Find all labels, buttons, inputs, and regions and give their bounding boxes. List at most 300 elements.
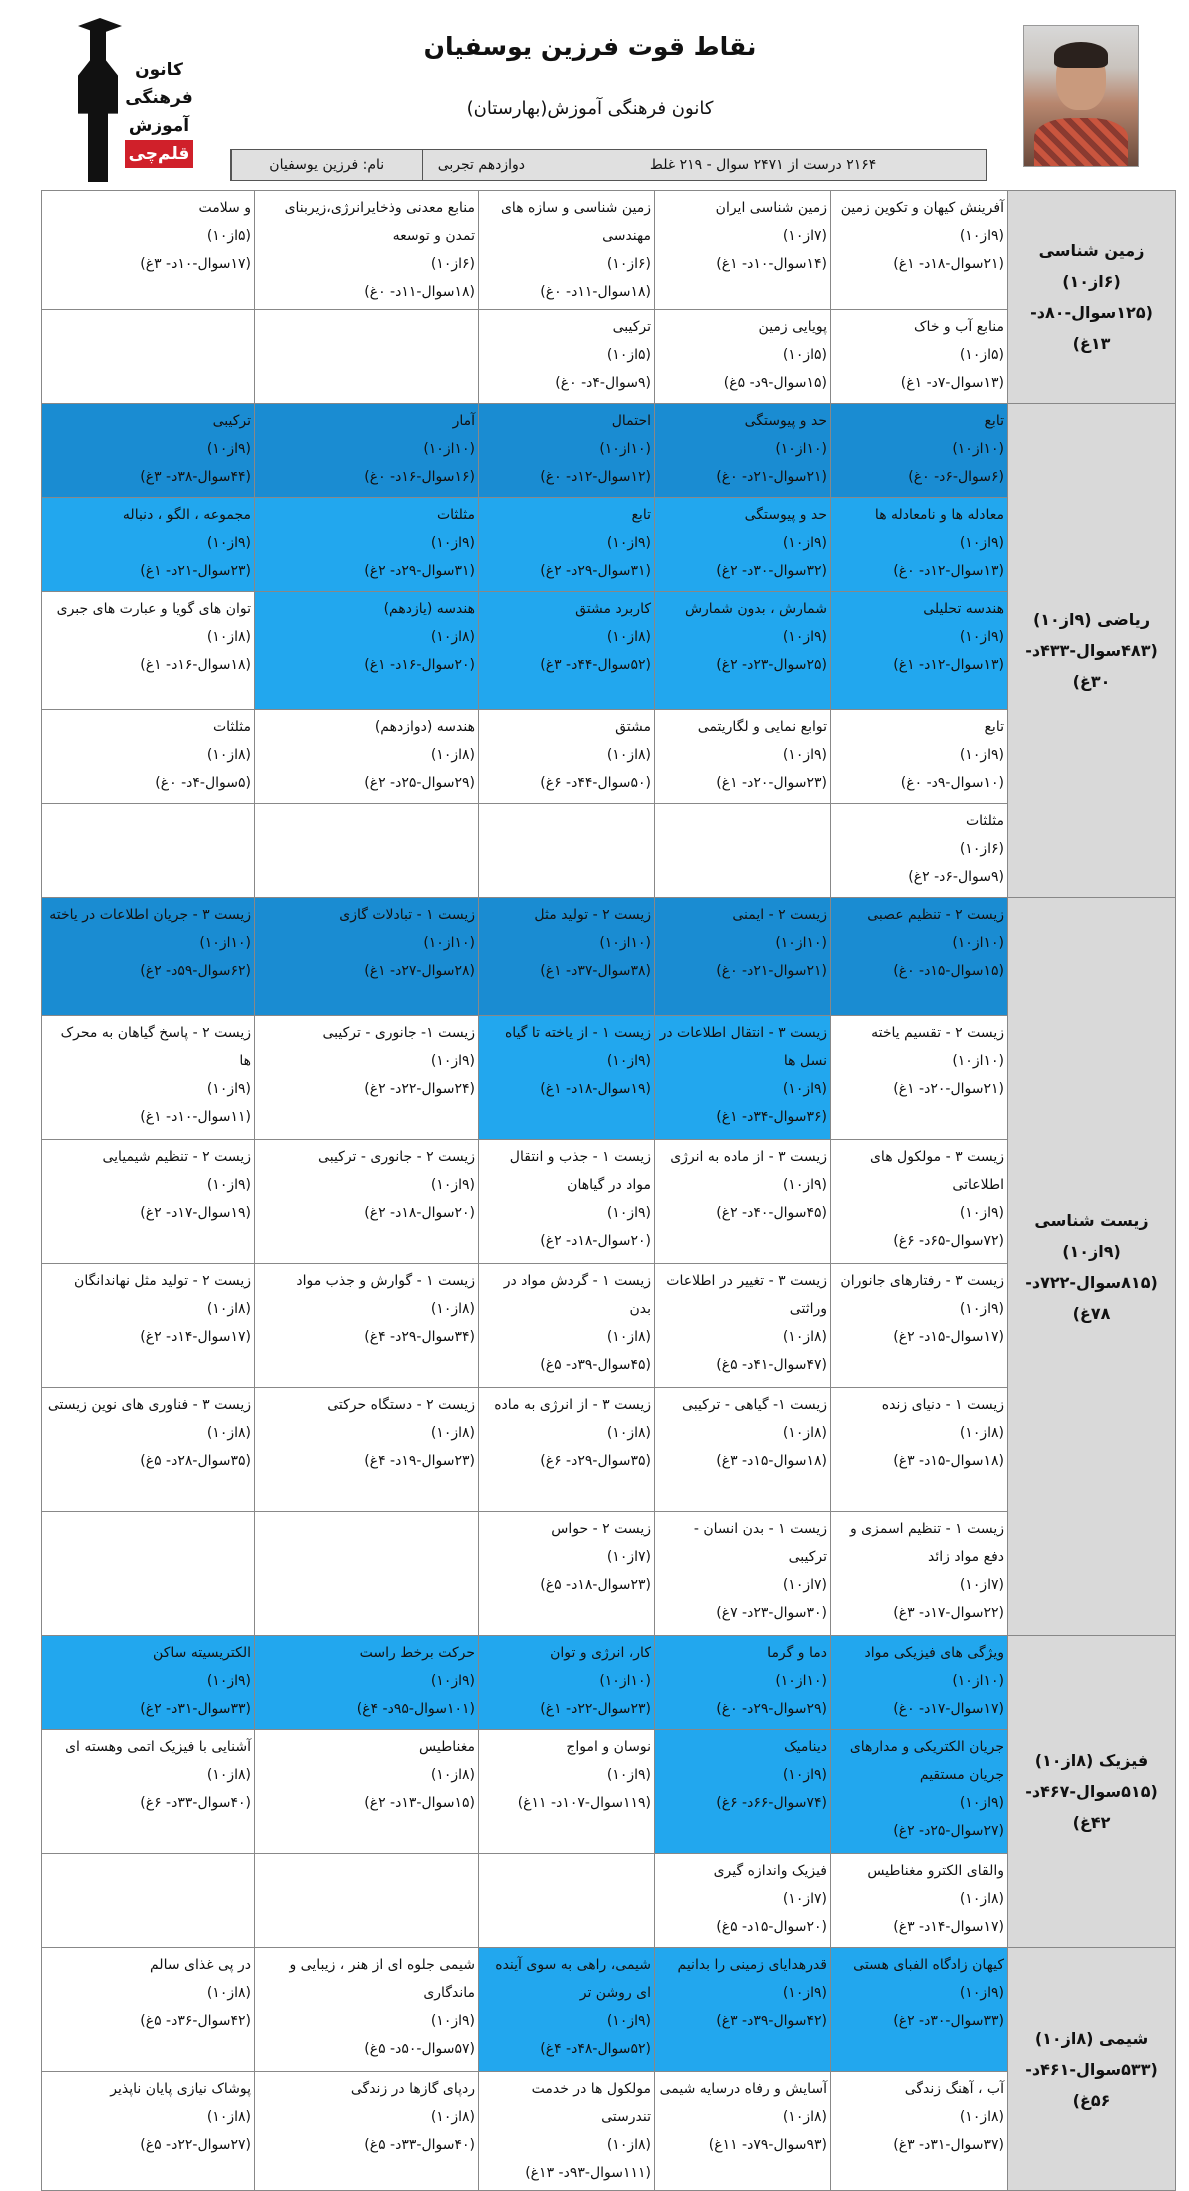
- topic-cell: [831, 404, 1008, 498]
- topic-cell: [831, 592, 1008, 710]
- table-row: [42, 592, 1176, 710]
- topic-cell: [479, 2072, 655, 2191]
- topic-name: آب ، آهنگ زندگی: [904, 2081, 1004, 2097]
- topic-level: (۱۰از۱۰): [599, 1673, 651, 1689]
- topic-cell: [255, 898, 479, 1016]
- topic-name: زیست ۱ - گوارش و جذب مواد: [296, 1273, 475, 1289]
- topic-stats: (۱۷سوال-۱۵د- ۲غ): [893, 1329, 1004, 1345]
- topic-level: (۱۰از۱۰): [423, 441, 475, 457]
- topic-name: ویژگی های فیزیکی مواد: [864, 1645, 1004, 1661]
- topic-stats: (۲۱سوال-۲۱د- ۰غ): [716, 963, 827, 979]
- student-info-bar: [230, 149, 987, 181]
- student-grade: دوازدهم تجربی: [422, 150, 541, 180]
- topic-cell: [831, 804, 1008, 898]
- topic-name: فیزیک واندازه گیری: [713, 1863, 827, 1879]
- topic-stats: (۲۳سوال-۲۲د- ۱غ): [540, 1701, 651, 1717]
- topic-name: زیست ۳ - فناوری های نوین زیستی: [47, 1397, 251, 1413]
- topic-level: (۹از۱۰): [959, 1795, 1004, 1811]
- topic-stats: (۲۲سوال-۱۷د- ۳غ): [893, 1605, 1004, 1621]
- topic-cell: [655, 1730, 831, 1854]
- topic-name: آفرینش کیهان و تکوین زمین: [840, 200, 1004, 216]
- topic-cell: [831, 1388, 1008, 1512]
- topic-stats: (۱۱۹سوال-۱۰۷د- ۱۱غ): [517, 1795, 651, 1811]
- topic-level: (۹از۱۰): [606, 535, 651, 551]
- topic-level: (۸از۱۰): [959, 1425, 1004, 1441]
- topic-cell: [255, 710, 479, 804]
- topic-cell: [831, 1730, 1008, 1854]
- topic-level: (۸از۱۰): [430, 2109, 475, 2125]
- topic-name: شیمی جلوه ای از هنر ، زیبایی و ماندگاری: [289, 1957, 475, 2001]
- topic-level: (۵از۱۰): [206, 228, 251, 244]
- topic-cell: [655, 592, 831, 710]
- table-row: [42, 2072, 1176, 2191]
- topic-stats: (۲۳سوال-۱۹د- ۴غ): [364, 1453, 475, 1469]
- topic-level: (۸از۱۰): [206, 1301, 251, 1317]
- topic-cell: [831, 2072, 1008, 2191]
- topic-level: (۹از۱۰): [606, 1205, 651, 1221]
- topic-level: (۵از۱۰): [782, 347, 827, 363]
- topic-name: قدرهدایای زمینی را بدانیم: [677, 1957, 827, 1973]
- table-row: [42, 310, 1176, 404]
- topic-level: (۸از۱۰): [206, 1425, 251, 1441]
- topic-name: هندسه (یازدهم): [383, 601, 475, 617]
- topic-cell: [479, 710, 655, 804]
- subject-category: فیزیک (۸از۱۰) (۵۱۵سوال-۴۶۷د- ۴۲غ): [1008, 1636, 1176, 1948]
- topic-stats: (۱۰۱سوال-۹۵د- ۴غ): [356, 1701, 475, 1717]
- topic-stats: (۴۷سوال-۴۱د- ۵غ): [716, 1357, 827, 1373]
- topic-cell: [655, 404, 831, 498]
- topic-stats: (۴۵سوال-۴۰د- ۲غ): [716, 1205, 827, 1221]
- topic-stats: (۱۱سوال-۱۰د- ۱غ): [140, 1109, 251, 1125]
- topic-stats: (۳۵سوال-۲۸د- ۵غ): [140, 1453, 251, 1469]
- topic-name: آسایش و رفاه درسایه شیمی: [659, 2081, 827, 2097]
- topic-level: (۹از۱۰): [782, 1767, 827, 1783]
- topic-name: کاربرد مشتق: [575, 601, 651, 617]
- topic-stats: (۵۷سوال-۵۰د- ۵غ): [364, 2041, 475, 2057]
- topic-name: زیست ۳ - تغییر در اطلاعات وراثتی: [666, 1273, 827, 1317]
- topic-cell: [831, 310, 1008, 404]
- topic-stats: (۴۰سوال-۳۳د- ۶غ): [140, 1795, 251, 1811]
- topic-cell: [479, 498, 655, 592]
- topic-cell: [831, 1854, 1008, 1948]
- topic-level: (۹از۱۰): [606, 1767, 651, 1783]
- topic-stats: (۱۸سوال-۱۱د- ۰غ): [364, 284, 475, 300]
- topic-cell: [479, 898, 655, 1016]
- topic-name: مشتق: [615, 719, 651, 735]
- topic-cell: [655, 804, 831, 898]
- topic-name: تابع: [984, 413, 1004, 429]
- topic-stats: (۲۴سوال-۲۲د- ۲غ): [364, 1081, 475, 1097]
- topic-name: زیست ۳ - از انرژی به ماده: [494, 1397, 651, 1413]
- topic-level: (۸از۱۰): [606, 1425, 651, 1441]
- topic-name: مولکول ها در خدمت تندرستی: [531, 2081, 651, 2125]
- table-row: [42, 1140, 1176, 1264]
- topic-cell: [42, 710, 255, 804]
- topic-level: (۸از۱۰): [782, 1329, 827, 1345]
- topic-level: (۸از۱۰): [430, 1767, 475, 1783]
- topic-level: (۸از۱۰): [606, 629, 651, 645]
- topic-cell: [42, 1854, 255, 1948]
- topic-name: زیست ۲ - تقسیم یاخته: [871, 1025, 1004, 1041]
- topic-level: (۷از۱۰): [959, 1577, 1004, 1593]
- topic-stats: (۳۶سوال-۳۴د- ۱غ): [716, 1109, 827, 1125]
- topic-level: (۱۰از۱۰): [952, 1673, 1004, 1689]
- topic-name: دینامیک: [784, 1739, 827, 1755]
- topic-level: (۱۰از۱۰): [423, 935, 475, 951]
- topic-stats: (۳۳سوال-۳۰د- ۲غ): [893, 2013, 1004, 2029]
- topic-stats: (۲۷سوال-۲۵د- ۲غ): [893, 1823, 1004, 1839]
- topic-cell: [831, 1512, 1008, 1636]
- topic-name: زیست ۲ - جانوری - ترکیبی: [318, 1149, 475, 1165]
- topic-level: (۸از۱۰): [959, 1891, 1004, 1907]
- topic-name: شیمی، راهی به سوی آینده ای روشن تر: [495, 1957, 651, 2001]
- topic-level: (۸از۱۰): [606, 1329, 651, 1345]
- topic-name: حرکت برخط راست: [359, 1645, 475, 1661]
- topic-cell: [255, 804, 479, 898]
- topic-name: زیست ۲ - تنظیم عصبی: [867, 907, 1004, 923]
- topic-stats: (۹سوال-۴د- ۰غ): [555, 375, 651, 391]
- topic-cell: [655, 1264, 831, 1388]
- topic-level: (۸از۱۰): [430, 747, 475, 763]
- topic-stats: (۵۰سوال-۴۴د- ۶غ): [540, 775, 651, 791]
- topic-stats: (۱۰سوال-۹د- ۰غ): [900, 775, 1004, 791]
- topic-name: زیست ۱ - دنیای زنده: [881, 1397, 1004, 1413]
- topic-cell: [831, 1948, 1008, 2072]
- table-row: [42, 1388, 1176, 1512]
- topic-name: در پی غذای سالم: [149, 1957, 251, 1973]
- topic-cell: [42, 498, 255, 592]
- topic-cell: [42, 191, 255, 310]
- topic-level: (۹از۱۰): [782, 1081, 827, 1097]
- topic-name: مغناطیس: [419, 1739, 475, 1755]
- table-row: [42, 898, 1176, 1016]
- topic-level: (۷از۱۰): [782, 228, 827, 244]
- topic-level: (۹از۱۰): [606, 2013, 651, 2029]
- table-row: [42, 404, 1176, 498]
- topic-cell: [831, 1264, 1008, 1388]
- topic-stats: (۲۱سوال-۱۸د- ۱غ): [893, 256, 1004, 272]
- table-row: [42, 1730, 1176, 1854]
- topic-level: (۱۰از۱۰): [775, 441, 827, 457]
- topic-cell: [42, 804, 255, 898]
- topic-name: زیست ۱ - جذب و انتقال مواد در گیاهان: [509, 1149, 651, 1193]
- topic-name: زیست ۱- جانوری - ترکیبی: [322, 1025, 475, 1041]
- table-row: [42, 710, 1176, 804]
- topic-stats: (۶سوال-۶د- ۰غ): [908, 469, 1004, 485]
- topic-level: (۷از۱۰): [782, 1577, 827, 1593]
- topic-level: (۸از۱۰): [206, 2109, 251, 2125]
- topic-stats: (۳۱سوال-۲۹د- ۲غ): [540, 563, 651, 579]
- topic-cell: [255, 592, 479, 710]
- student-name: نام: فرزین یوسفیان: [231, 150, 422, 180]
- topic-level: (۱۰از۱۰): [775, 1673, 827, 1689]
- topic-level: (۹از۱۰): [430, 1673, 475, 1689]
- topic-cell: [655, 1948, 831, 2072]
- topic-name: مثلثات: [436, 507, 475, 523]
- topic-stats: (۳۷سوال-۳۱د- ۳غ): [893, 2137, 1004, 2153]
- topic-level: (۹از۱۰): [206, 441, 251, 457]
- topic-cell: [255, 1264, 479, 1388]
- subject-category: شیمی (۸از۱۰) (۵۳۳سوال-۴۶۱د- ۵۶غ): [1008, 1948, 1176, 2191]
- topic-name: زیست ۱ - گردش مواد در بدن: [503, 1273, 651, 1317]
- topic-name: نوسان و امواج: [566, 1739, 651, 1755]
- topic-level: (۱۰از۱۰): [775, 935, 827, 951]
- topic-name: زیست ۲ - تولید مثل نهاندانگان: [74, 1273, 251, 1289]
- topic-level: (۹از۱۰): [206, 1177, 251, 1193]
- topic-cell: [655, 2072, 831, 2191]
- page-title: نقاط قوت فرزین یوسفیان: [423, 32, 757, 61]
- topic-name: زیست ۱ - از یاخته تا گیاه: [504, 1025, 651, 1041]
- topic-cell: [479, 1264, 655, 1388]
- topic-cell: [831, 498, 1008, 592]
- topic-cell: [479, 804, 655, 898]
- topic-name: زیست ۳ - جریان اطلاعات در یاخته: [49, 907, 251, 923]
- topic-cell: [479, 1140, 655, 1264]
- topic-cell: [655, 1636, 831, 1730]
- topic-stats: (۱۲سوال-۱۲د- ۰غ): [540, 469, 651, 485]
- topic-cell: [655, 498, 831, 592]
- topic-name: زیست ۲ - پاسخ گیاهان به محرک ها: [60, 1025, 251, 1069]
- topic-cell: [831, 898, 1008, 1016]
- topic-cell: [479, 592, 655, 710]
- topic-stats: (۱۶سوال-۱۶د- ۰غ): [364, 469, 475, 485]
- topic-cell: [255, 1512, 479, 1636]
- topic-stats: (۲۰سوال-۱۶د- ۱غ): [364, 657, 475, 673]
- topic-cell: [42, 592, 255, 710]
- topic-stats: (۵سوال-۴د- ۰غ): [155, 775, 251, 791]
- topic-level: (۹از۱۰): [959, 535, 1004, 551]
- topic-name: کیهان زادگاه الفبای هستی: [853, 1957, 1004, 1973]
- table-row: [42, 804, 1176, 898]
- topic-stats: (۱۱۱سوال-۹۳د- ۱۳غ): [525, 2165, 651, 2181]
- topic-level: (۸از۱۰): [959, 2109, 1004, 2125]
- topic-cell: [255, 404, 479, 498]
- topic-name: زیست ۲ - تولید مثل: [534, 907, 651, 923]
- topic-level: (۹از۱۰): [206, 1081, 251, 1097]
- topic-name: احتمال: [611, 413, 651, 429]
- topic-cell: [479, 1388, 655, 1512]
- topic-level: (۷از۱۰): [782, 1891, 827, 1907]
- topic-stats: (۵۲سوال-۴۴د- ۳غ): [540, 657, 651, 673]
- topic-name: هندسه تحلیلی: [923, 601, 1004, 617]
- topic-cell: [42, 1016, 255, 1140]
- topic-level: (۹از۱۰): [959, 1985, 1004, 2001]
- topic-name: تابع: [631, 507, 651, 523]
- topic-stats: (۱۵سوال-۹د- ۵غ): [723, 375, 827, 391]
- topic-name: آمار: [452, 413, 475, 429]
- topic-level: (۸از۱۰): [206, 1767, 251, 1783]
- overall-stats: ۲۱۶۴ درست از ۲۴۷۱ سوال - ۲۱۹ غلط: [649, 157, 877, 173]
- topic-cell: [42, 1264, 255, 1388]
- topic-name: ردپای گازها در زندگی: [350, 2081, 475, 2097]
- topic-level: (۹از۱۰): [959, 747, 1004, 763]
- topic-stats: (۱۷سوال-۱۴د- ۲غ): [140, 1329, 251, 1345]
- topic-cell: [479, 1512, 655, 1636]
- topic-stats: (۴۴سوال-۳۸د- ۳غ): [140, 469, 251, 485]
- table-row: [42, 498, 1176, 592]
- topic-cell: [42, 1512, 255, 1636]
- topic-cell: [42, 1636, 255, 1730]
- topic-stats: (۱۸سوال-۱۱د- ۰غ): [540, 284, 651, 300]
- topic-name: معادله ها و نامعادله ها: [874, 507, 1004, 523]
- topic-level: (۹از۱۰): [782, 747, 827, 763]
- topic-cell: [479, 1636, 655, 1730]
- topic-level: (۹از۱۰): [782, 1177, 827, 1193]
- topic-stats: (۱۸سوال-۱۵د- ۳غ): [893, 1453, 1004, 1469]
- topic-level: (۹از۱۰): [959, 1205, 1004, 1221]
- topic-level: (۸از۱۰): [782, 2109, 827, 2125]
- topic-stats: (۱۵سوال-۱۵د- ۰غ): [893, 963, 1004, 979]
- topic-level: (۸از۱۰): [206, 1985, 251, 2001]
- topic-cell: [42, 1948, 255, 2072]
- topic-name: زمین شناسی و سازه های مهندسی: [500, 200, 651, 244]
- topic-cell: [655, 191, 831, 310]
- topic-stats: (۲۳سوال-۱۸د- ۵غ): [540, 1577, 651, 1593]
- graduate-figure-icon: [78, 30, 118, 182]
- topic-level: (۱۰از۱۰): [952, 1053, 1004, 1069]
- topic-name: و سلامت: [198, 200, 251, 216]
- topic-name: مجموعه ، الگو ، دنباله: [122, 507, 251, 523]
- topic-stats: (۱۳سوال-۱۲د- ۱غ): [893, 657, 1004, 673]
- table-row: [42, 1854, 1176, 1948]
- topic-cell: [42, 1388, 255, 1512]
- topic-level: (۶از۱۰): [430, 256, 475, 272]
- topic-cell: [42, 898, 255, 1016]
- topic-stats: (۱۵سوال-۱۳د- ۲غ): [364, 1795, 475, 1811]
- topic-level: (۹از۱۰): [959, 228, 1004, 244]
- report-header: [0, 0, 1189, 190]
- topic-name: زیست ۲ - تنظیم شیمیایی: [102, 1149, 251, 1165]
- topic-name: زیست ۳ - انتقال اطلاعات در نسل ها: [659, 1025, 827, 1069]
- topic-stats: (۱۷سوال-۱۴د- ۳غ): [893, 1919, 1004, 1935]
- topic-name: زیست ۳ - رفتارهای جانوران: [840, 1273, 1004, 1289]
- topic-name: زیست ۱ - تبادلات گازی: [339, 907, 475, 923]
- topic-level: (۱۰از۱۰): [599, 441, 651, 457]
- topic-level: (۹از۱۰): [430, 1053, 475, 1069]
- topic-cell: [831, 1636, 1008, 1730]
- topic-level: (۸از۱۰): [430, 1301, 475, 1317]
- topic-cell: [255, 1140, 479, 1264]
- topic-level: (۹از۱۰): [782, 629, 827, 645]
- topic-stats: (۲۵سوال-۲۳د- ۲غ): [716, 657, 827, 673]
- topic-stats: (۱۷سوال-۱۰د- ۳غ): [140, 256, 251, 272]
- topic-cell: [655, 1854, 831, 1948]
- topic-level: (۸از۱۰): [206, 629, 251, 645]
- topic-name: زیست ۳ - از ماده به انرژی: [670, 1149, 827, 1165]
- topic-name: حد و پیوستگی: [744, 507, 827, 523]
- topic-stats: (۱۸سوال-۱۶د- ۱غ): [140, 657, 251, 673]
- topic-level: (۶از۱۰): [959, 841, 1004, 857]
- topic-cell: [42, 1730, 255, 1854]
- topic-stats: (۲۸سوال-۲۷د- ۱غ): [364, 963, 475, 979]
- topic-level: (۱۰از۱۰): [952, 935, 1004, 951]
- table-row: [42, 1636, 1176, 1730]
- topic-cell: [655, 1140, 831, 1264]
- table-row: [42, 1512, 1176, 1636]
- topic-name: تابع: [984, 719, 1004, 735]
- topic-cell: [42, 2072, 255, 2191]
- topic-level: (۸از۱۰): [430, 1425, 475, 1441]
- topic-name: زیست ۲ - حواس: [551, 1521, 651, 1537]
- topic-cell: [831, 1140, 1008, 1264]
- topic-cell: [42, 404, 255, 498]
- topic-name: پوشاک نیازی پایان ناپذیر: [110, 2081, 251, 2097]
- topic-cell: [655, 1388, 831, 1512]
- topic-stats: (۱۹سوال-۱۸د- ۱غ): [540, 1081, 651, 1097]
- topic-cell: [655, 898, 831, 1016]
- topic-name: مثلثات: [212, 719, 251, 735]
- topic-name: ترکیبی: [212, 413, 251, 429]
- topic-name: زیست ۱ - تنظیم اسمزی و دفع مواد زائد: [849, 1521, 1004, 1565]
- topic-level: (۸از۱۰): [206, 747, 251, 763]
- topic-cell: [479, 1854, 655, 1948]
- topic-name: زیست ۲ - ایمنی: [732, 907, 827, 923]
- topic-stats: (۶۲سوال-۵۹د- ۲غ): [140, 963, 251, 979]
- topic-cell: [42, 310, 255, 404]
- topic-name: کار، انرژی و توان: [550, 1645, 651, 1661]
- topic-cell: [831, 1016, 1008, 1140]
- table-row: [42, 1016, 1176, 1140]
- topic-cell: [655, 710, 831, 804]
- topic-cell: [831, 710, 1008, 804]
- topic-stats: (۲۰سوال-۱۸د- ۲غ): [540, 1233, 651, 1249]
- topic-name: منابع معدنی وذخایرانرژی،زیربنای تمدن و توسعه: [284, 200, 475, 244]
- topic-name: توان های گویا و عبارت های جبری: [56, 601, 251, 617]
- topic-level: (۹از۱۰): [206, 535, 251, 551]
- topic-stats: (۴۰سوال-۳۳د- ۵غ): [364, 2137, 475, 2153]
- topic-stats: (۱۴سوال-۱۰د- ۱غ): [716, 256, 827, 272]
- topic-name: حد و پیوستگی: [744, 413, 827, 429]
- topic-name: زیست ۱- گیاهی - ترکیبی: [682, 1397, 827, 1413]
- topic-name: الکتریسیته ساکن: [153, 1645, 251, 1661]
- topic-stats: (۳۲سوال-۳۰د- ۲غ): [716, 563, 827, 579]
- topic-stats: (۲۰سوال-۱۸د- ۲غ): [364, 1205, 475, 1221]
- topic-cell: [255, 498, 479, 592]
- topic-cell: [255, 2072, 479, 2191]
- topic-level: (۱۰از۱۰): [599, 935, 651, 951]
- topic-cell: [255, 1388, 479, 1512]
- topic-name: جریان الکتریکی و مدارهای جریان مستقیم: [849, 1739, 1004, 1783]
- topic-cell: [655, 1512, 831, 1636]
- topic-level: (۹از۱۰): [430, 1177, 475, 1193]
- topic-level: (۱۰از۱۰): [952, 441, 1004, 457]
- topic-stats: (۷۴سوال-۶۶د- ۶غ): [716, 1795, 827, 1811]
- topic-level: (۱۰از۱۰): [199, 935, 251, 951]
- topic-name: منابع آب و خاک: [914, 319, 1004, 335]
- topic-stats: (۲۳سوال-۲۰د- ۱غ): [716, 775, 827, 791]
- topic-name: زیست ۲ - دستگاه حرکتی: [327, 1397, 475, 1413]
- topic-cell: [255, 1016, 479, 1140]
- topic-stats: (۷۲سوال-۶۵د- ۶غ): [893, 1233, 1004, 1249]
- topic-stats: (۲۱سوال-۲۰د- ۱غ): [893, 1081, 1004, 1097]
- topic-cell: [479, 310, 655, 404]
- topic-cell: [479, 191, 655, 310]
- topic-cell: [479, 1016, 655, 1140]
- topic-stats: (۳۰سوال-۲۳د- ۷غ): [716, 1605, 827, 1621]
- topic-cell: [255, 1730, 479, 1854]
- topic-stats: (۹سوال-۶د- ۲غ): [908, 869, 1004, 885]
- topic-cell: [479, 1948, 655, 2072]
- page-subtitle: کانون فرهنگی آموزش(بهارستان): [466, 98, 714, 119]
- topic-cell: [255, 310, 479, 404]
- topic-stats: (۵۲سوال-۴۸د- ۴غ): [540, 2041, 651, 2057]
- topic-name: مثلثات: [965, 813, 1004, 829]
- topic-name: زیست ۱ - بدن انسان - ترکیبی: [693, 1521, 827, 1565]
- topic-level: (۸از۱۰): [606, 2137, 651, 2153]
- topic-level: (۵از۱۰): [959, 347, 1004, 363]
- topic-stats: (۴۲سوال-۳۶د- ۵غ): [140, 2013, 251, 2029]
- topic-level: (۸از۱۰): [782, 1425, 827, 1441]
